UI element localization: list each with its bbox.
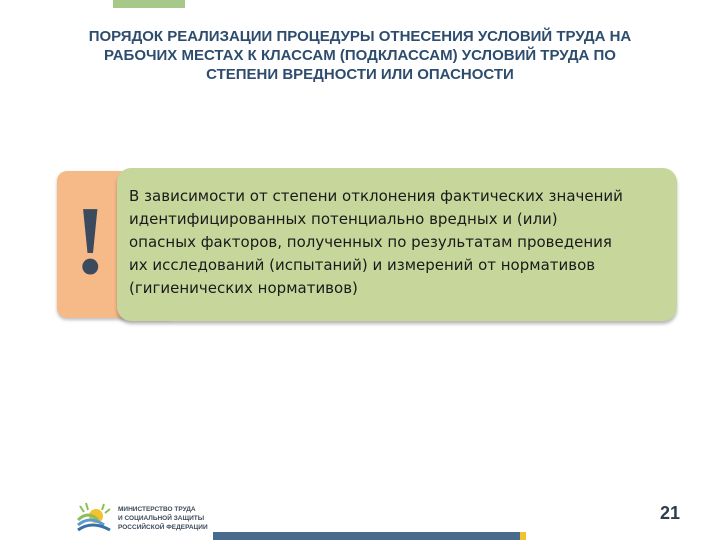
callout-text-line: В зависимости от степени отклонения фактических значений bbox=[129, 187, 623, 205]
page-number: 21 bbox=[659, 503, 680, 523]
ministry-logo-icon bbox=[74, 500, 114, 536]
callout-text-line: их исследований (испытаний) и измерений от нормативов bbox=[129, 256, 596, 274]
bottom-bar-accent bbox=[520, 532, 526, 540]
callout-text-box bbox=[117, 168, 677, 321]
exclamation-icon: ! bbox=[74, 187, 107, 295]
callout-text-line: идентифицированных потенциально вредных и (или) bbox=[129, 210, 558, 228]
title-line: РАБОЧИХ МЕСТАХ К КЛАССАМ (ПОДКЛАССАМ) УСЛОВИЙ ТРУДА ПО bbox=[104, 47, 616, 64]
title-line: СТЕПЕНИ ВРЕДНОСТИ ИЛИ ОПАСНОСТИ bbox=[206, 66, 514, 83]
callout-text-line: (гигиенических нормативов) bbox=[129, 279, 358, 297]
ministry-line: МИНИСТЕРСТВО ТРУДА bbox=[118, 506, 196, 513]
note-callout bbox=[57, 168, 677, 323]
callout-text-line: опасных факторов, полученных по результатам проведения bbox=[129, 233, 612, 251]
top-accent-bar bbox=[113, 0, 185, 8]
ministry-name bbox=[118, 505, 208, 532]
slide-title bbox=[20, 27, 700, 84]
ministry-line: И СОЦИАЛЬНОЙ ЗАЩИТЫ bbox=[118, 515, 205, 522]
callout-text bbox=[129, 185, 674, 300]
title-line: ПОРЯДОК РЕАЛИЗАЦИИ ПРОЦЕДУРЫ ОТНЕСЕНИЯ УСЛОВИЙ ТРУДА НА bbox=[88, 28, 632, 45]
ministry-line: РОССИЙСКОЙ ФЕДЕРАЦИИ bbox=[118, 524, 208, 531]
bottom-bar bbox=[213, 532, 520, 540]
